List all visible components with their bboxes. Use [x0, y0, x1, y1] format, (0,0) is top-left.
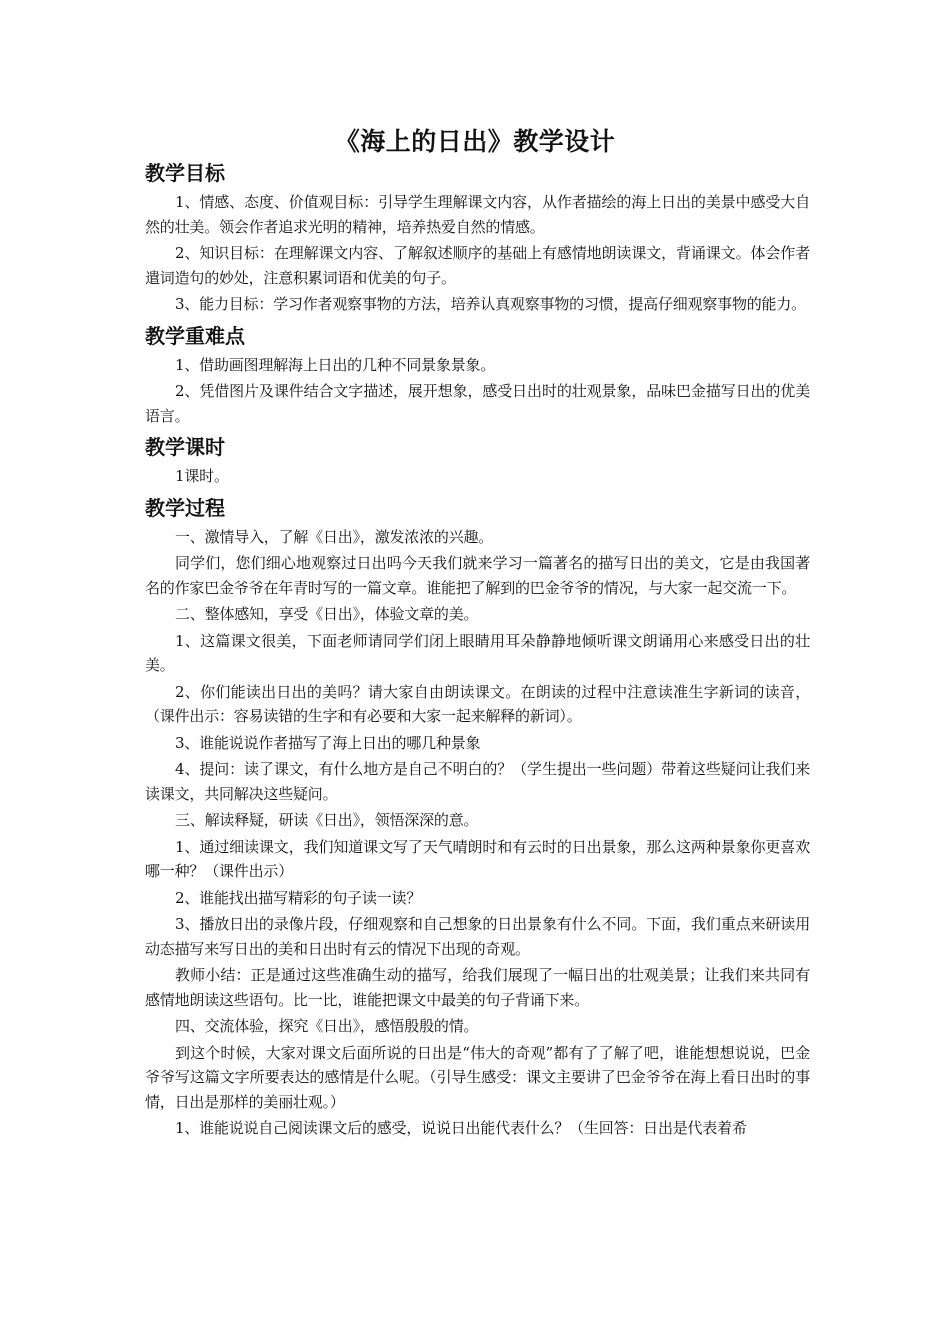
section-heading-process: 教学过程: [145, 495, 225, 520]
section-heading-key-points: 教学重难点: [145, 323, 245, 348]
paragraph: 2、谁能找出描写精彩的句子读一读？: [175, 888, 422, 907]
paragraph: 3、播放日出的录像片段，仔细观察和自己想象的日出景象有什么不同。下面，我们重点来研读用动态描写来写日出的美和日出时有云的情况下出现的奇观。: [145, 915, 810, 958]
section-heading-class-hours: 教学课时: [145, 435, 225, 459]
paragraph: 1、通过细读课文，我们知道课文写了天气晴朗时和有云时的日出景象，那么这两种景象你更喜欢哪一种？（课件出示）: [145, 837, 810, 880]
section-heading-objectives: 教学目标: [145, 161, 225, 185]
paragraph: 到这个时候，大家对课文后面所说的日出是“伟大的奇观”都有了了解了吧，谁能想想说说，巴金爷爷写这篇文字所要表达的感情是什么呢。（引导生感受：课文主要讲了巴金爷爷在海上看日出时的事情，日出是那样的美丽壮观。）: [145, 1043, 810, 1111]
document-title: 《海上的日出》教学设计: [334, 127, 616, 156]
paragraph: 二、整体感知，享受《日出》，体验文章的美。: [175, 605, 479, 623]
paragraph: 1、谁能说说自己阅读课文后的感受，说说日出能代表什么？（生回答：日出是代表着希: [175, 1119, 747, 1137]
paragraph: 2、你们能读出日出的美吗？请大家自由朗读课文。在朗读的过程中注意读准生字新词的读音，（课件出示：容易读错的生字和有必要和大家一起来解释的新词）。: [145, 682, 810, 725]
paragraph: 同学们，您们细心地观察过日出吗今天我们就来学习一篇著名的描写日出的美文，它是由我国著名的作家巴金爷爷在年青时写的一篇文章。谁能把了解到的巴金爷爷的情况，与大家一起交流一下。: [145, 554, 810, 597]
paragraph: 一、激情导入，了解《日出》，激发浓浓的兴趣。: [175, 527, 494, 546]
paragraph: 1课时。: [175, 467, 229, 485]
paragraph: 三、解读释疑，研读《日出》，领悟深深的意。: [175, 811, 479, 829]
paragraph: 四、交流体验，探究《日出》，感悟殷殷的情。: [175, 1017, 479, 1035]
paragraph: 1、这篇课文很美，下面老师请同学们闭上眼睛用耳朵静静地倾听课文朗诵用心来感受日出的壮美。: [145, 631, 810, 674]
paragraph: 3、能力目标：学习作者观察事物的方法，培养认真观察事物的习惯，提高仔细观察事物的能力。: [175, 295, 806, 313]
paragraph: 4、提问：读了课文，有什么地方是自己不明白的？（学生提出一些问题）带着这些疑问让我们来读课文，共同解决这些疑问。: [145, 760, 810, 803]
document-body: [145, 156, 810, 1143]
paragraph: 3、谁能说说作者描写了海上日出的哪几种景象: [175, 733, 481, 752]
paragraph: 教师小结：正是通过这些准确生动的描写，给我们展现了一幅日出的壮观美景；让我们来共同有感情地朗读这些语句。比一比，谁能把课文中最美的句子背诵下来。: [145, 966, 810, 1009]
paragraph: 1、情感、态度、价值观目标：引导学生理解课文内容，从作者描绘的海上日出的美景中感受大自然的壮美。领会作者追求光明的精神，培养热爱自然的情感。: [145, 193, 810, 236]
paragraph: 1、借助画图理解海上日出的几种不同景象景象。: [175, 355, 496, 374]
paragraph: 2、知识目标：在理解课文内容、了解叙述顺序的基础上有感情地朗读课文，背诵课文。体会作者遣词造句的妙处，注意积累词语和优美的句子。: [145, 244, 810, 287]
paragraph: 2、凭借图片及课件结合文字描述，展开想象，感受日出时的壮观景象，品味巴金描写日出的优美语言。: [145, 382, 810, 425]
